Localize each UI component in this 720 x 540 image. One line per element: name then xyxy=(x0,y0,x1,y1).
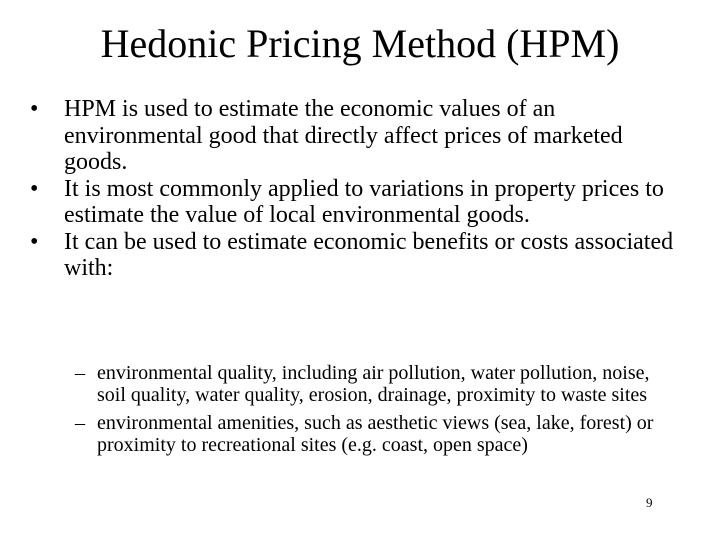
bullet-text: It can be used to estimate economic benefits or costs associated with: xyxy=(64,228,674,281)
bullet-list xyxy=(30,96,680,282)
bullet-item xyxy=(30,96,680,176)
sub-bullet-item xyxy=(75,363,675,406)
bullet-marker: • xyxy=(30,175,39,202)
sub-bullet-list xyxy=(75,363,675,463)
sub-bullet-item xyxy=(75,413,675,456)
sub-bullet-marker: – xyxy=(75,412,85,435)
page-number: 9 xyxy=(646,495,653,510)
sub-bullet-text: environmental amenities, such as aesthetic views (sea, lake, forest) or proximity to recreational sites (e.g. coast, open space) xyxy=(97,412,654,456)
slide-title: Hedonic Pricing Method (HPM) xyxy=(100,21,620,66)
bullet-text: It is most commonly applied to variations in property prices to estimate the value of local environmental goods. xyxy=(64,175,664,228)
sub-bullet-text: environmental quality, including air pollution, water pollution, noise, soil quality, water quality, erosion, drainage, proximity to waste sites xyxy=(97,362,650,406)
bullet-marker: • xyxy=(30,228,39,255)
bullet-text: HPM is used to estimate the economic values of an environmental good that directly affect prices of marketed goods. xyxy=(64,96,623,175)
bullet-marker: • xyxy=(30,96,39,122)
bullet-item xyxy=(30,176,680,229)
sub-bullet-marker: – xyxy=(75,362,85,384)
bullet-item xyxy=(30,229,680,282)
